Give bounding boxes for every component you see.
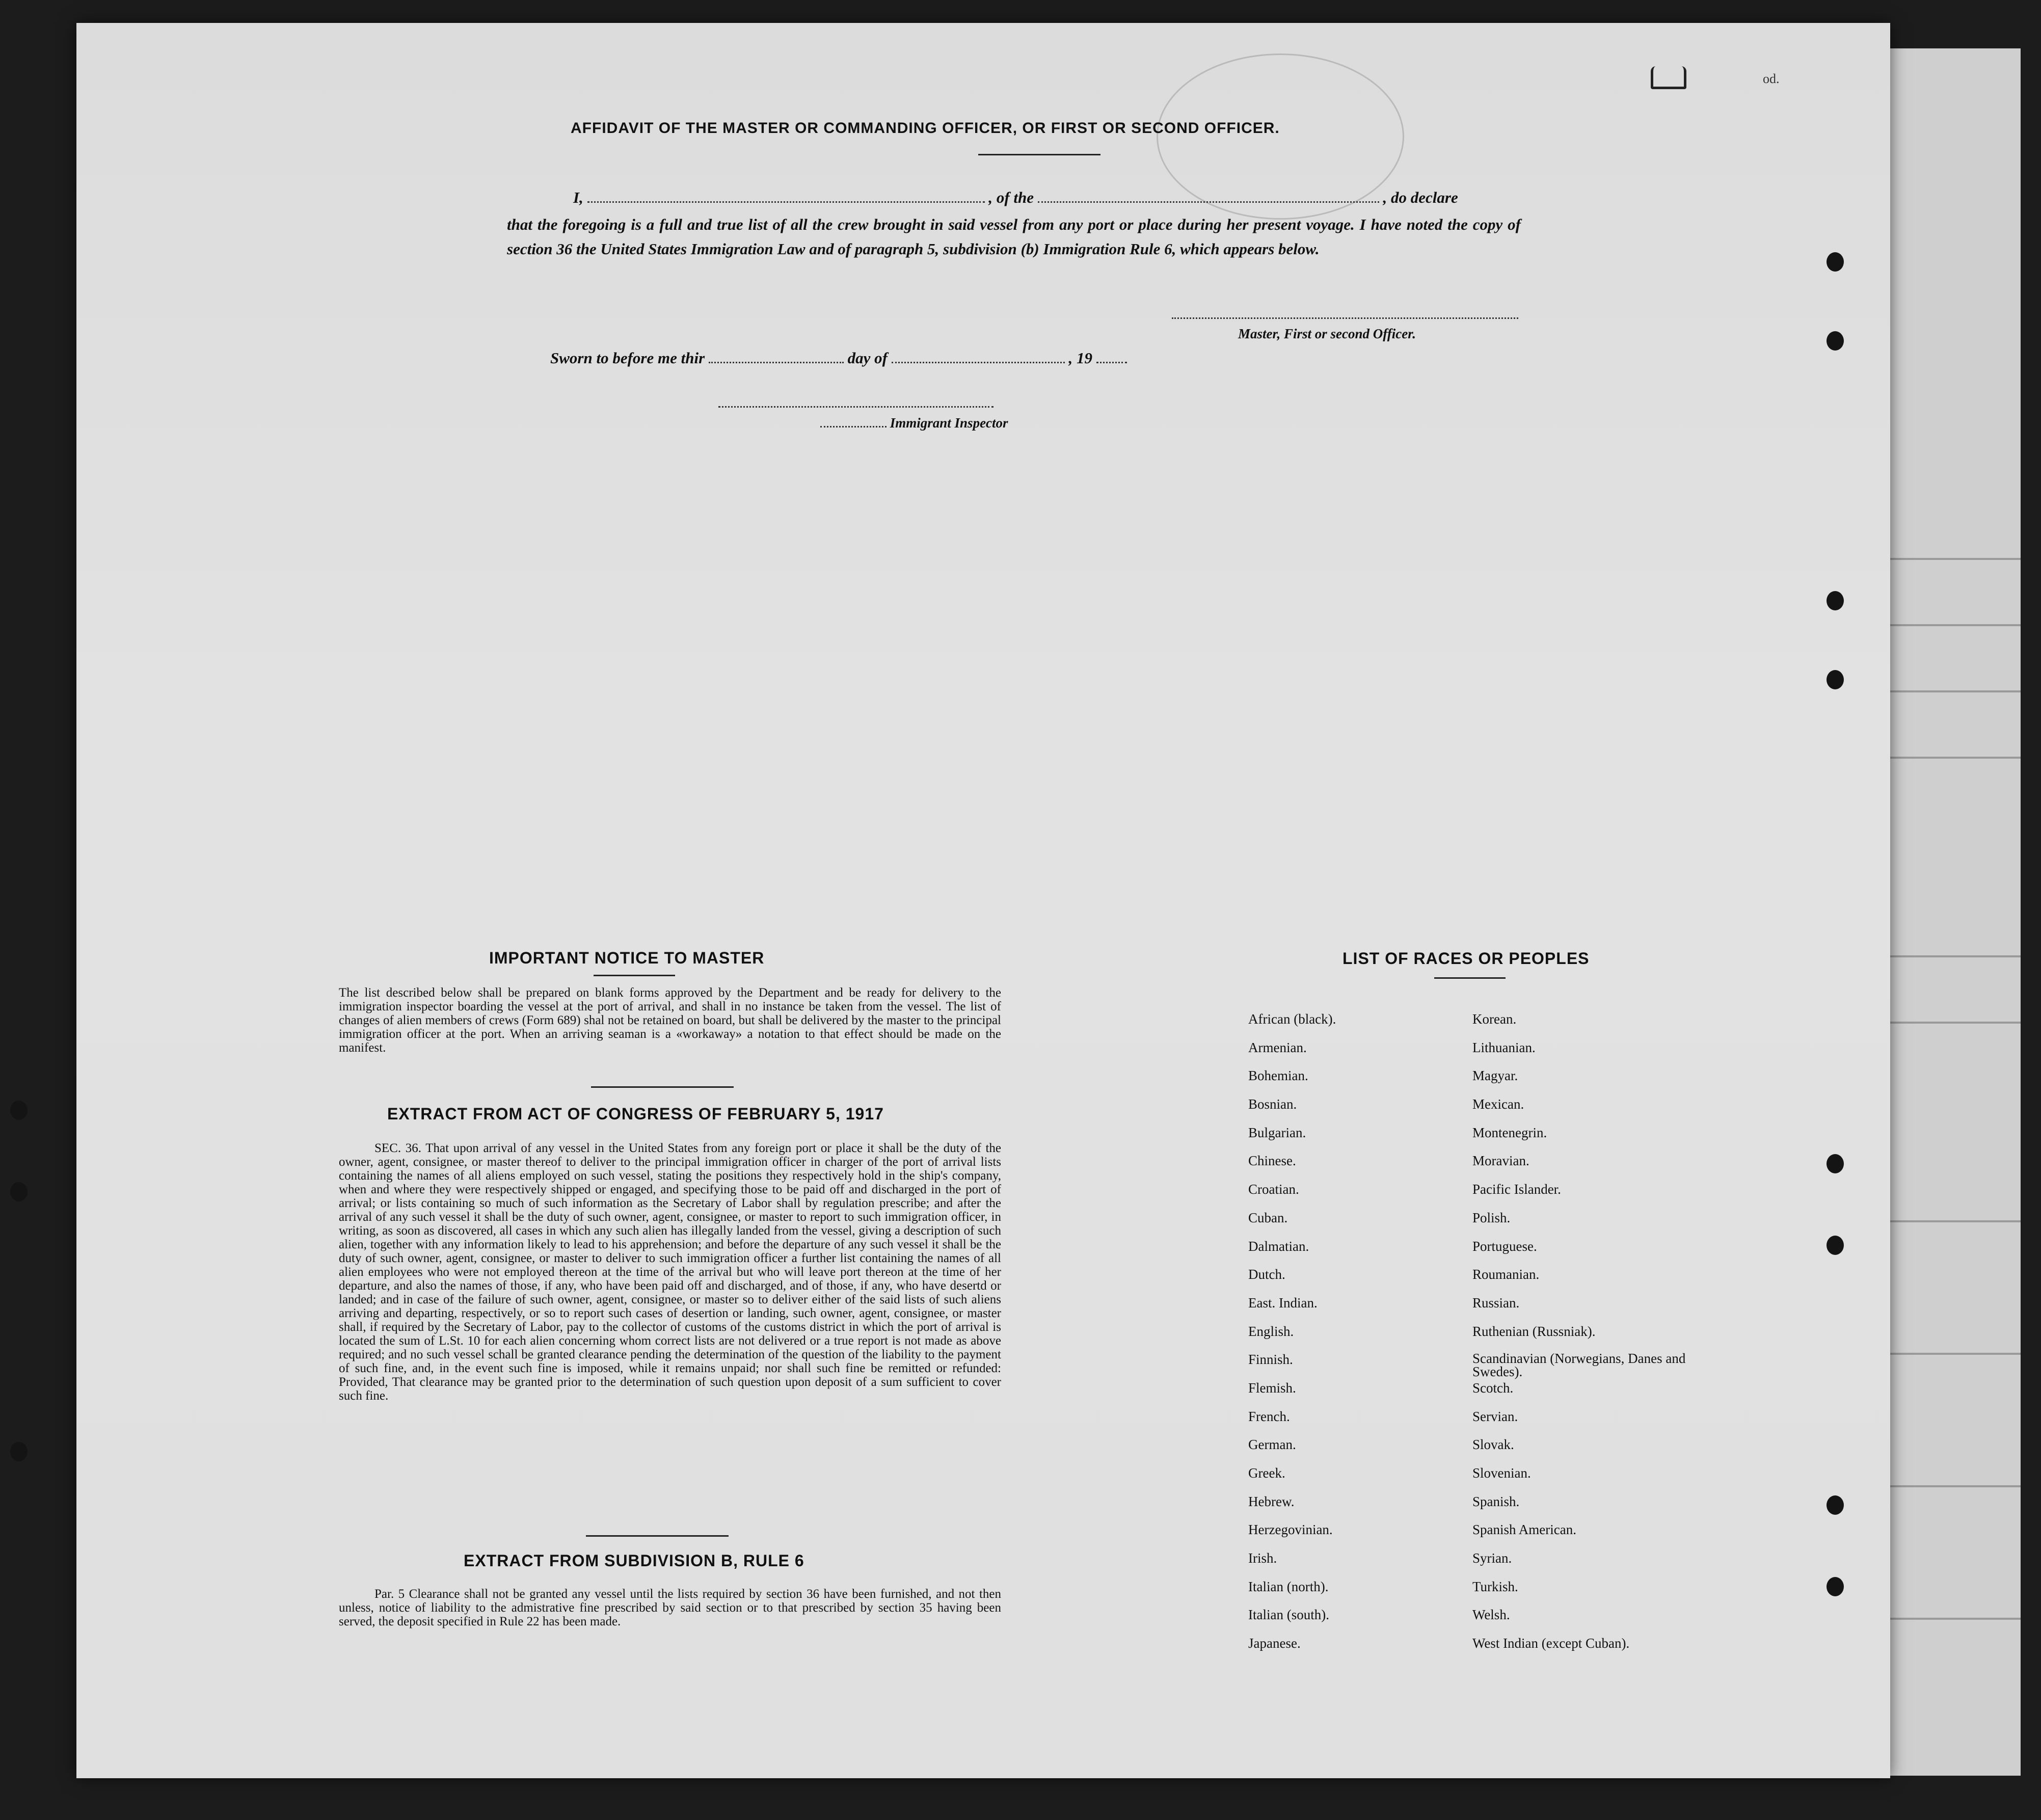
race-item: Greek. [1248,1465,1285,1481]
sworn-text: Sworn to before me thir [550,349,705,367]
act-text: SEC. 36. That upon arrival of any vessel in the United States from any foreign port or place it shall be the duty of the owner, agent, consignee, or master thereof to deliver to the principal immigration officer in charger of the port of arrival lists containing the names of all aliens employed on such vessel, stating the positions they respectively hold in the ship's company, when and where they were respectively shipped or engaged, and specifying those to be paid off and discharged in the port of arrival; or lists containing so much of such information as the Secretary of Labor shall by regulation prescribe; and after the arrival of any such vessel it shall be the duty of such owner, agent, consignee, or master to report to such immigration officer, in writing, as soon as discovered, all cases in which any such alien has illegally landed from the vessel, giving a description of such alien, together with any information likely to lead to his apprehension; and before the departure of any such vessel it shall be the duty of such owner, agent, consignee, or master to deliver to such immigration officer a further list containing the names of all alien employees who were not employed thereon at the time of the arrival but who will leave port thereon at the time of her departure, and also the names of those, if any, who have been paid off and discharged, and of those, if any, who have desertd or landed; and in case of the failure of such owner, agent, consignee, or master so to deliver either of the said lists of such aliens arriving and departing, respectively, or so to report such cases of desertion or landing, such owner, agent, consignee, or master shall, if required by the Secretary of Labor, pay to the collector of customs of the customs district in which the port of arrival is located the sum of L.St. 10 for each alien concerning whom correct lists are not delivered or a true report is not made as above required; and no such vessel schall be granted clearance pending the determination of the question of the liability to the payment of such fine, and, in the event such fine is imposed, while it remains unpaid; nor shall such fine be remitted or refunded: Provided, That clearance may be granted prior to the determination of such question upon deposit of a sum sufficient to cover such fine. [339,1141,1001,1403]
affidavit-title-rule [978,154,1100,155]
race-item: Herzegovinian. [1248,1522,1333,1538]
race-item: Korean. [1472,1011,1517,1027]
races-column-1 [1248,1011,1442,1664]
race-item: African (black). [1248,1011,1336,1027]
act-rule [586,1535,729,1537]
name-blank [587,199,985,203]
binder-hole [1827,331,1844,351]
signature-label: Master, First or second Officer. [1238,326,1416,341]
binder-hole-left [10,1442,28,1461]
document-page [76,23,1890,1778]
notice-title: IMPORTANT NOTICE TO MASTER [489,949,765,967]
race-item: Armenian. [1248,1039,1307,1055]
affidavit-line1 [499,189,1539,207]
affidavit-title: AFFIDAVIT OF THE MASTER OR COMMANDING OFFICER, OR FIRST OR SECOND OFFICER. [571,120,1280,137]
races-column-2 [1472,1011,1697,1664]
notice-title-rule [594,975,675,976]
binder-hole [1827,252,1844,272]
race-item: Pacific Islander. [1472,1182,1561,1197]
race-item: Mexican. [1472,1096,1524,1112]
binder-hole [1827,1154,1844,1173]
binder-hole [1827,1236,1844,1255]
inspector-signature-blank [718,406,993,408]
race-item: Japanese. [1248,1636,1301,1651]
vessel-blank [1038,199,1379,203]
race-item: Servian. [1472,1408,1518,1424]
race-item: Slovak. [1472,1437,1514,1453]
race-item: Roumanian. [1472,1267,1540,1282]
year-prefix: , 19 [1068,349,1092,367]
corner-bracket-mark [1651,66,1686,89]
race-item: Slovenian. [1472,1465,1531,1481]
race-item: Welsh. [1472,1607,1510,1623]
race-item: Lithuanian. [1472,1039,1536,1055]
race-item: Magyar. [1472,1068,1518,1084]
day-of-text: day of [847,349,888,367]
race-item: Finnish. [1248,1352,1293,1368]
races-title-rule [1434,977,1506,979]
race-item: Ruthenian (Russniak). [1472,1323,1596,1339]
race-item: Hebrew. [1248,1493,1295,1509]
race-item: Bosnian. [1248,1096,1297,1112]
notice-text: The list described below shall be prepared on blank forms approved by the Department and be ready for delivery to the immigration inspector boarding the vessel at the port of arrival, and shall in no instance be taken from the vessel. The list of changes of alien members of crews (Form 689) shal not be retained on board, but shall be delivered by the master to the principal immigration officer at the port. When an arriving seaman is a «workaway» a notation to that effect should be made on the manifest. [339,986,1001,1055]
race-item: German. [1248,1437,1296,1453]
race-item: West Indian (except Cuban). [1472,1636,1630,1651]
race-item: Scotch. [1472,1380,1514,1396]
affidavit-body: that the foregoing is a full and true list of all the crew brought in said vessel from any port or place during her present voyage. I have noted the copy of section 36 the United States Immigration Law and of paragraph 5, subdivision (b) Immigration Rule 6, which appears below. [507,216,1521,258]
race-item: Italian (south). [1248,1607,1329,1623]
race-item: Moravian. [1472,1153,1529,1169]
race-item: Bulgarian. [1248,1125,1306,1140]
inspector-line [820,415,1008,431]
race-item: English. [1248,1323,1294,1339]
rule-title: EXTRACT FROM SUBDIVISION B, RULE 6 [464,1551,804,1570]
day-blank [709,360,844,363]
corner-mark-text: od. [1763,71,1780,86]
race-item: Croatian. [1248,1182,1299,1197]
binder-hole [1827,591,1844,610]
race-item: Irish. [1248,1550,1277,1566]
affidavit-i: I, [573,189,583,206]
affidavit-do-declare: , do declare [1383,189,1458,206]
act-title: EXTRACT FROM ACT OF CONGRESS OF FEBRUARY 5, 1917 [387,1105,884,1123]
race-item: Chinese. [1248,1153,1296,1169]
race-item: Turkish. [1472,1578,1518,1594]
race-item: Dutch. [1248,1267,1285,1282]
race-item: Italian (north). [1248,1578,1329,1594]
race-item: Scandinavian (Norwegians, Danes and Swedes). [1472,1351,1686,1380]
race-item: Syrian. [1472,1550,1512,1566]
race-item: Dalmatian. [1248,1238,1309,1254]
binder-hole-left [10,1101,28,1120]
race-item: Spanish American. [1472,1522,1576,1538]
race-item: Russian. [1472,1295,1520,1310]
sworn-line [550,349,1127,367]
rule-text: Par. 5 Clearance shall not be granted any vessel until the lists required by section 36 have been furnished, and not then unless, notice of liability to the admistrative fine prescribed by said section or to that prescribed by section 35 having been served, the deposit specified in Rule 22 has been made. [339,1587,1001,1628]
race-item: Portuguese. [1472,1238,1537,1254]
binder-hole [1827,670,1844,689]
inspector-dots [820,424,887,427]
race-item: Cuban. [1248,1210,1288,1225]
binder-hole-left [10,1182,28,1201]
races-title: LIST OF RACES OR PEOPLES [1342,949,1590,968]
binder-hole [1827,1577,1844,1596]
notice-rule [591,1086,734,1088]
race-item: Bohemian. [1248,1068,1308,1084]
race-item: Polish. [1472,1210,1511,1225]
affidavit-of-the: , of the [988,189,1034,206]
month-blank [892,360,1065,363]
race-item: Montenegrin. [1472,1125,1547,1140]
inspector-label: Immigrant Inspector [890,415,1008,431]
year-blank [1096,360,1127,363]
race-item: French. [1248,1408,1290,1424]
signature-blank [1172,317,1518,319]
race-item: East. Indian. [1248,1295,1318,1310]
race-item: Spanish. [1472,1493,1520,1509]
race-item: Flemish. [1248,1380,1296,1396]
binder-hole [1827,1495,1844,1515]
